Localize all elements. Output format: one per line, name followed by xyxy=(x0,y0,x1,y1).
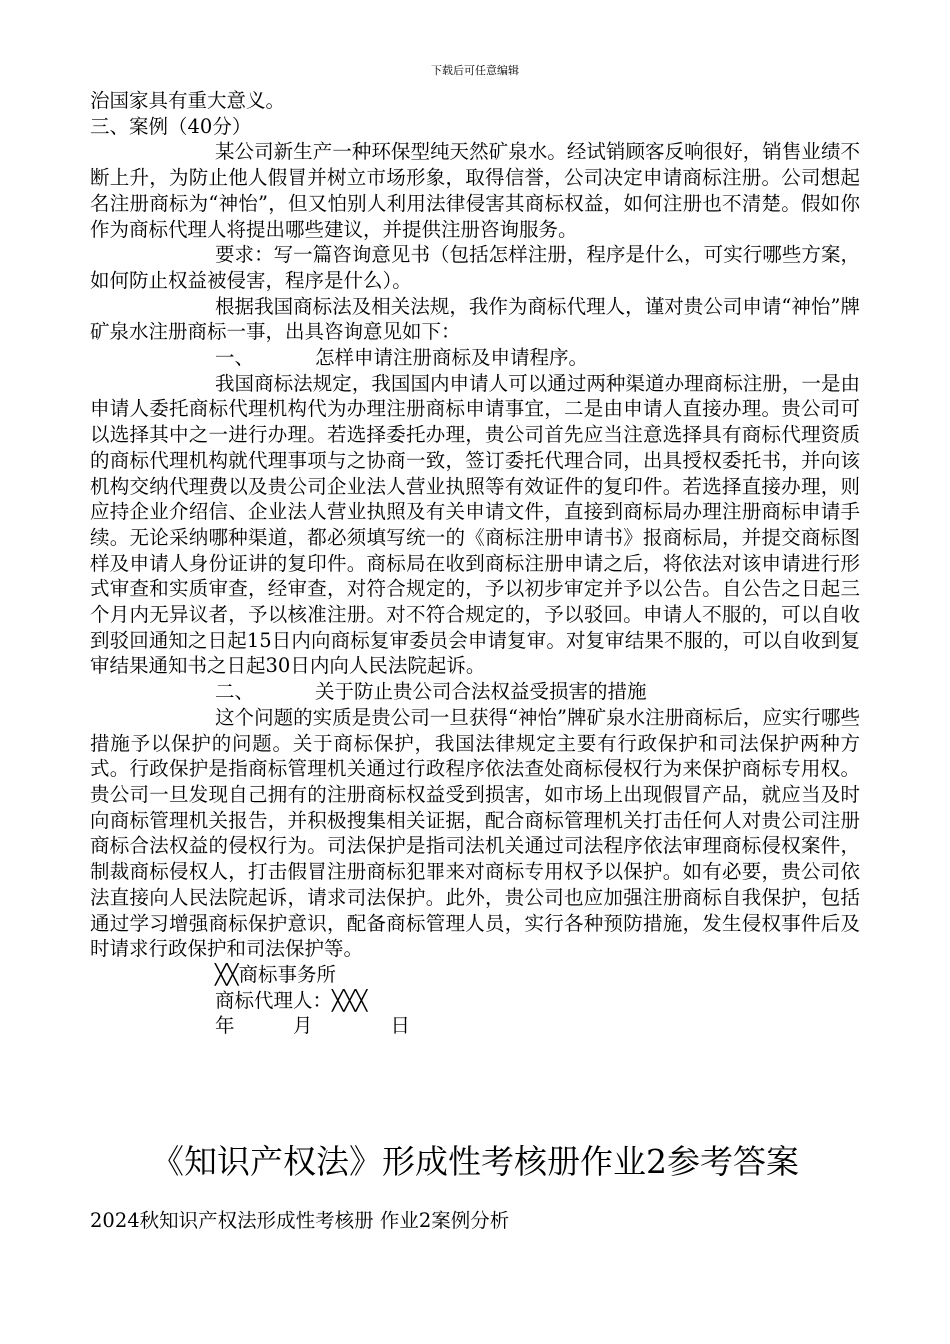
page-header-note: 下载后可任意编辑 xyxy=(431,64,519,77)
intro-paragraph: 根据我国商标法及相关法规，我作为商标代理人，谨对贵公司申请“神怡”牌矿泉水注册商标一事，出具咨询意见如下： xyxy=(90,294,860,344)
requirement-paragraph: 要求：写一篇咨询意见书（包括怎样注册，程序是什么，可实行哪些方案，如何防止权益被侵害，程序是什么）。 xyxy=(90,243,860,292)
heading-two-text: 关于防止贵公司合法权益受损害的措施 xyxy=(315,680,647,704)
section-heading-case: 三、案例（40分） xyxy=(90,114,252,138)
heading-one-text: 怎样申请注册商标及申请程序。 xyxy=(315,346,589,370)
paragraph-continuation: 治国家具有重大意义。 xyxy=(90,89,286,112)
document-subtitle: 2024秋知识产权法形成性考核册 作业2案例分析 xyxy=(90,1209,510,1232)
heading-two-number: 二、 xyxy=(215,680,255,704)
document-body xyxy=(90,88,860,1039)
protection-paragraph: 这个问题的实质是贵公司一旦获得“神怡”牌矿泉水注册商标后，应实行哪些措施予以保护的问题。关于商标保护，我国法律规定主要有行政保护和司法保护两种方式。行政保护是指商标管理机关通过行政程序依法查处商标侵权行为来保护商标专用权。贵公司一旦发现自己拥有的注册商标权益受到损害，如市场上出现假冒产品，就应当及时向商标管理机关报告，并积极搜集相关证据，配合商标管理机关打击任何人对贵公司注册商标合法权益的侵权行为。司法保护是指司法机关通过司法程序依法审理商标侵权案件，制裁商标侵权人，打击假冒注册商标犯罪来对商标专用权予以保护。如有必要，贵公司依法直接向人民法院起诉，请求司法保护。此外，贵公司也应加强注册商标自我保护，包括通过学习增强商标保护意识，配备商标管理人员，实行各种预防措施，发生侵权事件后及时请求行政保护和司法保护等。 xyxy=(90,705,860,961)
case-paragraph: 某公司新生产一种环保型纯天然矿泉水。经试销顾客反响很好，销售业绩不断上升，为防止他人假冒并树立市场形象，取得信誉，公司决定申请商标注册。公司想起名注册商标为“神怡”，但又怕别人利用法律侵害其商标权益，如何注册也不清楚。假如你作为商标代理人将提出哪些建议，并提供注册咨询服务。 xyxy=(90,140,860,241)
signature-office: ╳╳商标事务所 xyxy=(215,962,336,986)
signature-agent: 商标代理人：╳╳╳ xyxy=(215,988,368,1012)
signature-block xyxy=(90,962,860,1039)
registration-paragraph: 我国商标法规定，我国国内申请人可以通过两种渠道办理商标注册，一是由申请人委托商标代理机构代为办理注册商标申请事宜，二是由申请人直接办理。贵公司可以选择其中之一进行办理。若选择委托办理，贵公司首先应当注意选择具有商标代理资质的商标代理机构就代理事项与之协商一致，签订委托代理合同，出具授权委托书，并向该机构交纳代理费以及贵公司企业法人营业执照等有效证件的复印件。若选择直接办理，则应持企业介绍信、企业法人营业执照及有关申请文件，直接到商标局办理注册商标申请手续。无论采纳哪种渠道，都必须填写统一的《商标注册申请书》报商标局，并提交商标图样及申请人身份证讲的复印件。商标局在收到商标注册申请之后，将依法对该申请进行形式审查和实质审查，经审查，对符合规定的，予以初步审定并予以公告。自公告之日起三个月内无异议者，予以核准注册。对不符合规定的，予以驳回。申请人不服的，可以自收到驳回通知之日起15日内向商标复审委员会申请复审。对复审结果不服的，可以自收到复审结果通知书之日起30日内向人民法院起诉。 xyxy=(90,371,860,678)
signature-date: 年 月 日 xyxy=(215,1014,411,1038)
heading-two xyxy=(90,679,860,705)
heading-one-number: 一、 xyxy=(215,346,255,370)
document-title: 《知识产权法》形成性考核册作业2参考答案 xyxy=(151,1142,799,1181)
heading-one xyxy=(90,345,860,371)
